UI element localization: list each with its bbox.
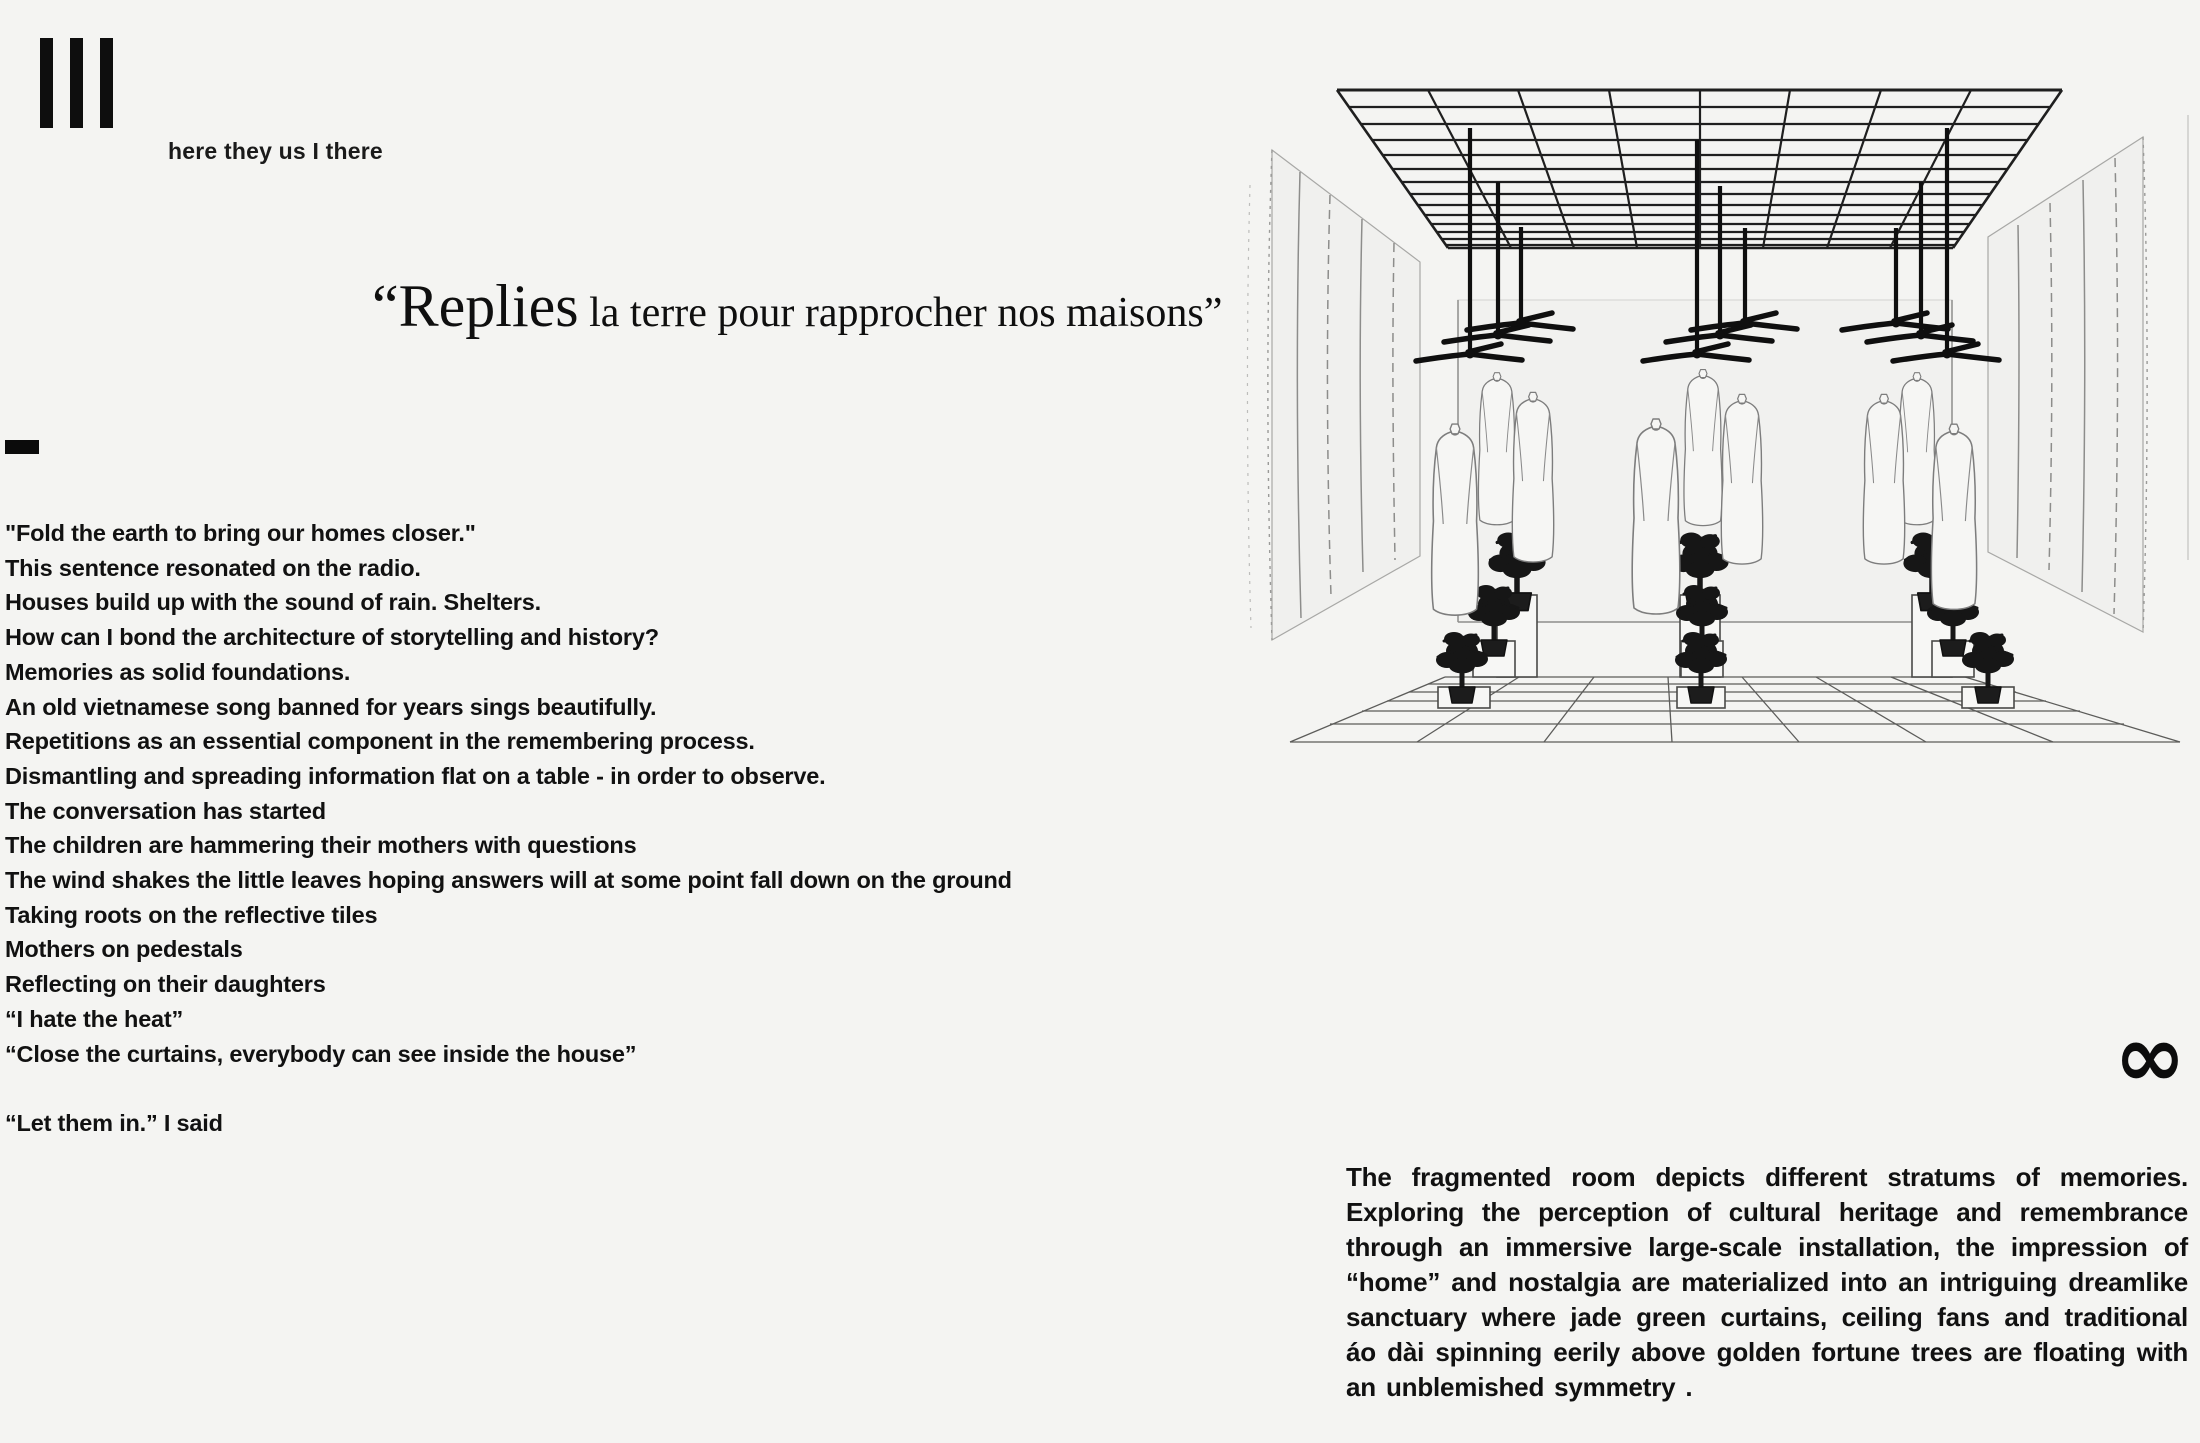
poem-line: The children are hammering their mothers with questions <box>5 832 637 859</box>
ao-dai-garment <box>1478 373 1515 525</box>
ao-dai-garment <box>1931 424 1976 609</box>
installation-description: The fragmented room depicts different stratums of memories. Exploring the perception of cultural heritage and remembrance through an immersive large-scale installation, the impression of “home” and nostalgia are materialized into an intriguing dreamlike sanctuary where jade green curtains, ceiling fans and traditional áo dài spinning eerily above golden fortune trees are floating with an unblemished symmetry . <box>1346 1162 2188 1402</box>
right-curtain <box>1988 115 2188 632</box>
poem-line: This sentence resonated on the radio. <box>5 554 421 581</box>
poem-closing-line: “Let them in.” I said <box>5 1109 223 1136</box>
poem-line: Houses build up with the sound of rain. Shelters. <box>5 589 541 616</box>
infinity-symbol: ∞ <box>2114 1007 2186 1107</box>
left-curtain <box>1247 150 1420 640</box>
ceiling-grid <box>1337 90 2062 248</box>
poem-line: Mothers on pedestals <box>5 936 243 963</box>
poem-line: The wind shakes the little leaves hoping answers will at some point fall down on the ground <box>5 867 1012 894</box>
poem-line: "Fold the earth to bring our homes closer." <box>5 520 476 546</box>
poem-line: “I hate the heat” <box>5 1005 184 1032</box>
title-tail: la terre pour rapprocher nos maisons” <box>578 290 1223 336</box>
logo-bar-icon <box>40 38 53 128</box>
poem-line: How can I bond the architecture of storytelling and history? <box>5 624 659 651</box>
poem-line: “Close the curtains, everybody can see inside the house” <box>5 1040 637 1067</box>
title-main: “Replies <box>372 273 579 339</box>
ao-dai-garment <box>1432 424 1479 615</box>
ao-dai-garment <box>1512 392 1554 562</box>
poem-line: The conversation has started <box>5 797 326 824</box>
poem-line: Reflecting on their daughters <box>5 971 326 998</box>
poem-line: An old vietnamese song banned for years sings beautifully. <box>5 693 657 720</box>
poem-line: Repetitions as an essential component in the remembering process. <box>5 728 755 755</box>
ao-dai-garment <box>1863 394 1905 564</box>
section-dash <box>5 440 39 454</box>
floor-grid <box>1290 677 2180 742</box>
installation-room-drawing <box>1240 60 2200 760</box>
page-title <box>372 272 1272 340</box>
ao-dai-garment <box>1721 394 1763 564</box>
ao-dai-garment <box>1632 419 1680 614</box>
ao-dai-garment <box>1684 370 1722 526</box>
logo-tagline: here they us I there <box>168 138 383 164</box>
poem-block <box>5 516 1225 1141</box>
logo-bar-icon <box>100 38 113 128</box>
poem-line: Taking roots on the reflective tiles <box>5 901 378 928</box>
poem-line: Dismantling and spreading information flat on a table - in order to observe. <box>5 762 826 789</box>
poem-line: Memories as solid foundations. <box>5 658 351 685</box>
logo-bar-icon <box>70 38 83 128</box>
